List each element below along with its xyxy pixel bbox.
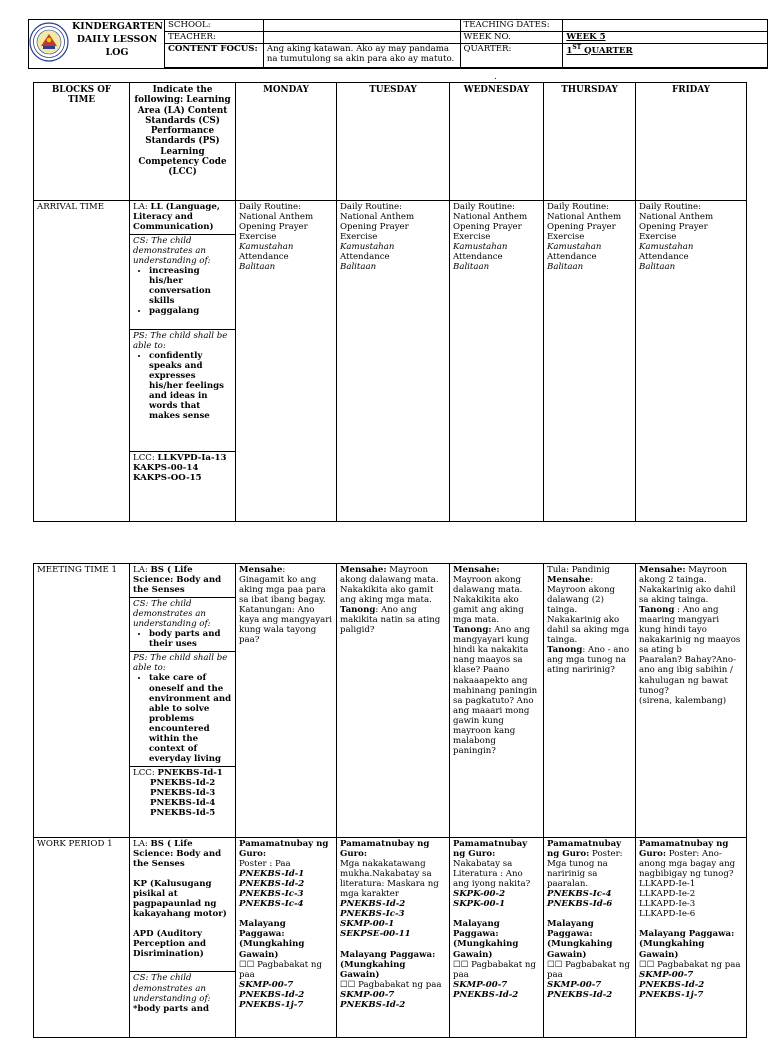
la-arrival: LA: LL (Language, Literacy and Communication)	[133, 202, 220, 233]
ps-meeting: PS: The child shall be able to:	[130, 651, 235, 673]
list-item: • take care of oneself and the environment and able to solve problems encountered within the context of everyday living	[149, 673, 232, 763]
list-item: • paggalang	[149, 306, 232, 316]
meeting-wednesday: Mensahe: Mayroon akong dalawang mata. Nakakikita ako gamit ang aking mga mata. Tanong: Ano ang mangyayari kung hindi ka nakakita nang maayos sa klase? Paano nakaaapekto ang mahinang paningin sa pagkatuto? Ano ang maaari mong gawin kung mayroon kang malabong paningin?	[450, 564, 544, 838]
document-title: KINDERGARTEN DAILY LESSON LOG	[72, 21, 163, 58]
deped-seal-icon	[29, 22, 69, 62]
col-header-thursday: THURSDAY	[544, 83, 636, 201]
ps-arrival: PS: The child shall be able to:	[130, 329, 235, 351]
cs-work: CS: The child demonstrates an understanding of:	[130, 971, 235, 1003]
work-friday: Pamamatnubay ng Guro: Poster: Ano-anong mga bagay ang nagbibigay ng tunog? LLKAPD-Ie-1 LLKAPD-Ie-2 LLKAPD-Ie-3 LLKAPD-Ie-6 Malayang Paggawa: (Mungkahing Gawain) ☐☐ Pagbabakat ng paa SKMP-00-7 PNEKBS-Id-2 PNEKBS-1j-7	[636, 838, 747, 1038]
block-meeting-time: MEETING TIME 1	[34, 564, 130, 838]
la-meeting: LA: BS ( Life Science: Body and the Senses	[133, 565, 222, 596]
teacher-value	[263, 32, 460, 44]
cs-item-work: *body parts and	[133, 1003, 209, 1014]
col-header-monday: MONDAY	[236, 83, 337, 201]
list-item: • increasing his/her conversation skills	[149, 266, 232, 306]
quarter-label: QUARTER:	[460, 44, 563, 68]
cs-list-meeting	[133, 629, 232, 649]
meeting-thursday: Tula: Pandinig Mensahe: Mayroon akong dalawang (2) tainga. Nakakarinig ako dahil sa aking mga tainga. Tanong: Ano - ano ang mga tunog na ating naririnig?	[544, 564, 636, 838]
week-no-value: WEEK 5	[563, 32, 768, 44]
meeting-friday: Mensahe: Mayroon akong 2 tainga. Nakakarinig ako dahil sa aking tainga. Tanong : Ano ang maaring mangyari kung hindi tayo nakakarinig ng maayos sa ating b Paaralan? Bahay?Ano-ano ang ibig sabihin / kahulugan ng bawat tunog? (sirena, kalembang)	[636, 564, 747, 838]
col-header-blocks: BLOCKS OF TIME	[34, 83, 130, 201]
col-header-friday: FRIDAY	[636, 83, 747, 201]
work-wednesday: Pamamatnubay ng Guro: Nakabatay sa Literatura : Ano ang iyong nakita? SKPK-00-2 SKPK-00-1 Malayang Paggawa: (Mungkahing Gawain) ☐☐ Pagbabakat ng paa SKMP-00-7 PNEKBS-Id-2	[450, 838, 544, 1038]
arrival-wednesday: Daily Routine: National Anthem Opening Prayer Exercise Kamustahan Attendance Balitaan	[450, 201, 544, 522]
arrival-monday: Daily Routine: National Anthem Opening Prayer Exercise Kamustahan Attendance Balitaan	[236, 201, 337, 522]
cs-meeting: CS: The child demonstrates an understanding of:	[130, 597, 235, 629]
lcc-meeting: LCC: PNEKBS-Id-1 PNEKBS-Id-2 PNEKBS-Id-3 PNEKBS-Id-4 PNEKBS-Id-5	[130, 766, 235, 818]
cs-arrival: CS: The child demonstrates an understanding of:	[130, 234, 235, 266]
work-thursday: Pamamatnubay ng Guro: Poster: Mga tunog na naririnig sa paaralan. PNEKBS-Ic-4 PNEKBS-Id-6 Malayang Paggawa: (Mungkahing Gawain) ☐☐ Pagbabakat ng paa SKMP-00-7 PNEKBS-Id-2	[544, 838, 636, 1038]
week-no-label: WEEK NO.	[460, 32, 563, 44]
meeting-tuesday: Mensahe: Mayroon akong dalawang mata. Nakakikita ako gamit ang aking mga mata. Tanong: Ano ang makikita natin sa ating paligid?	[337, 564, 450, 838]
col-header-indicate: Indicate the following: Learning Area (LA) Content Standards (CS) Performance Standards (PS) Learning Competency Code (LCC)	[130, 83, 236, 201]
quarter-value: 1ST QUARTER	[563, 44, 768, 68]
content-focus-value: Ang aking katawan. Ako ay may pandama na tumutulong sa akin para ako ay matuto.	[263, 44, 460, 68]
cs-list-arrival	[133, 266, 232, 316]
meeting-monday: Mensahe: Ginagamit ko ang aking mga paa para sa ibat ibang bagay. Katanungan: Ano kaya ang mangyayari kung wala tayong paa?	[236, 564, 337, 838]
arrival-friday: Daily Routine: National Anthem Opening Prayer Exercise Kamustahan Attendance Balitaan	[636, 201, 747, 522]
col-header-wednesday: WEDNESDAY	[450, 83, 544, 201]
header-meta-table	[164, 19, 768, 68]
standards-meeting	[130, 564, 236, 838]
block-work-period: WORK PERIOD 1	[34, 838, 130, 1038]
apd-work: APD (Auditory Perception and Disrimination)	[133, 929, 206, 960]
kp-work: KP (Kalusugang pisikal at pagpapaunlad ng kakayahang motor)	[133, 879, 227, 920]
lesson-table-meeting-work	[33, 563, 747, 1038]
ps-list-arrival	[133, 351, 232, 421]
content-focus-label: CONTENT FOCUS:	[165, 44, 264, 68]
arrival-thursday: Daily Routine: National Anthem Opening Prayer Exercise Kamustahan Attendance Balitaan	[544, 201, 636, 522]
block-arrival-time: ARRIVAL TIME	[34, 201, 130, 522]
work-monday: Pamamatnubay ng Guro: Poster : Paa PNEKBS-Id-1 PNEKBS-Id-2 PNEKBS-Ic-3 PNEKBS-Ic-4 Malayang Paggawa: (Mungkahing Gawain) ☐☐ Pagbabakat ng paa SKMP-00-7 PNEKBS-Id-2 PNEKBS-1j-7	[236, 838, 337, 1038]
school-value	[263, 20, 460, 32]
school-label: SCHOOL:	[165, 20, 264, 32]
lesson-table-arrival	[33, 82, 747, 522]
teaching-dates-value	[563, 20, 768, 32]
lcc-arrival: LCC: LLKVPD-Ia-13 KAKPS-00-14 KAKPS-OO-15	[130, 451, 235, 483]
list-item: • body parts and their uses	[149, 629, 232, 649]
standards-work	[130, 838, 236, 1038]
list-item: • confidently speaks and expresses his/her feelings and ideas in words that makes sense	[149, 351, 232, 421]
teaching-dates-label: TEACHING DATES:	[460, 20, 563, 32]
arrival-tuesday: Daily Routine: National Anthem Opening Prayer Exercise Kamustahan Attendance Balitaan	[337, 201, 450, 522]
standards-arrival	[130, 201, 236, 522]
ps-list-meeting	[133, 673, 232, 763]
la-work: LA: BS ( Life Science: Body and the Senses	[133, 839, 222, 870]
work-tuesday: Pamamatnubay ng Guro: Mga nakakatawang mukha.Nakabatay sa literatura: Maskara ng mga karakter PNEKBS-Id-2 PNEKBS-Ic-3 SKMP-00-1 SEKPSE-00-11 Malayang Paggawa: (Mungkahing Gawain) ☐☐ Pagbabakat ng paa SKMP-00-7 PNEKBS-Id-2	[337, 838, 450, 1038]
col-header-tuesday: TUESDAY	[337, 83, 450, 201]
stray-mark: .	[494, 72, 497, 82]
teacher-label: TEACHER:	[165, 32, 264, 44]
